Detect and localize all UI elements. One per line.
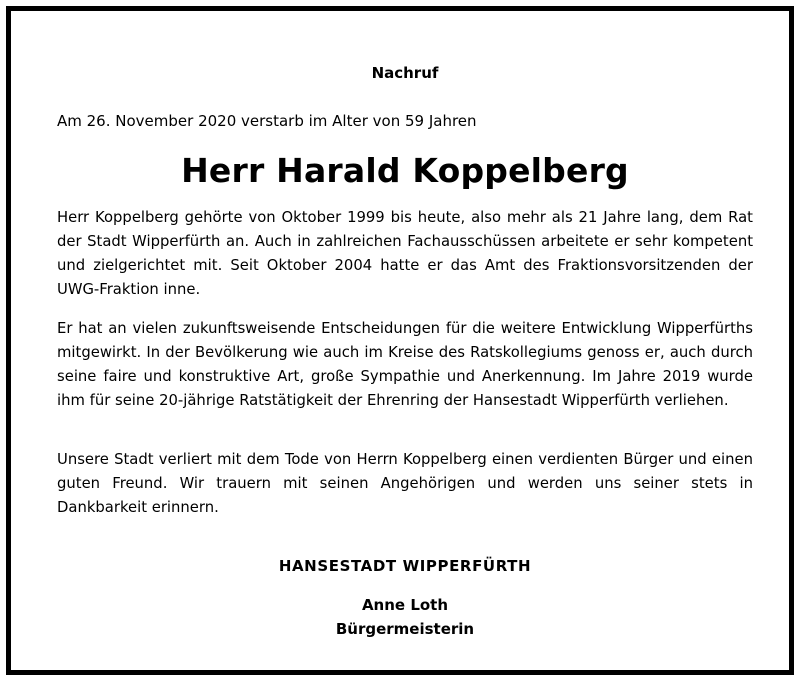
paragraph-2: Er hat an vielen zukunftsweisende Entscheidungen für die weitere Entwicklung Wipperfürths mitgewirkt. In der Bevölkerung wie auch im Kreise des Ratskollegiums genoss er, auch durch seine faire und konstruktive Art, große Sympathie und Anerkennung. Im Jahre 2019 wurde ihm für seine 20-jährige Ratstätigkeit der Ehrenring der Hansestadt Wipperfürth verliehen.	[57, 320, 753, 409]
signer-organization: HANSESTADT WIPPERFÜRTH	[278, 557, 532, 575]
notice-intro: Am 26. November 2020 verstarb im Alter von 59 Jahren	[57, 112, 477, 130]
signer-name: Anne Loth	[361, 596, 449, 614]
paragraph-1: Herr Koppelberg gehörte von Oktober 1999 bis heute, also mehr als 21 Jahre lang, dem Rat der Stadt Wipperfürth an. Auch in zahlreichen Fachausschüssen arbeitete er sehr kompetent und zielgerichtet mit. Seit Oktober 2004 hatte er das Amt des Fraktionsvorsitzenden der UWG-Fraktion inne.	[57, 209, 753, 298]
signer-title: Bürgermeisterin	[335, 620, 475, 638]
deceased-name: Herr Harald Koppelberg	[181, 151, 629, 190]
obituary-notice	[6, 6, 794, 675]
notice-label: Nachruf	[371, 64, 439, 82]
paragraph-3: Unsere Stadt verliert mit dem Tode von Herrn Koppelberg einen verdienten Bürger und einen guten Freund. Wir trauern mit seinen Angehörigen und werden uns seiner stets in Dankbarkeit erinnern.	[57, 451, 753, 516]
